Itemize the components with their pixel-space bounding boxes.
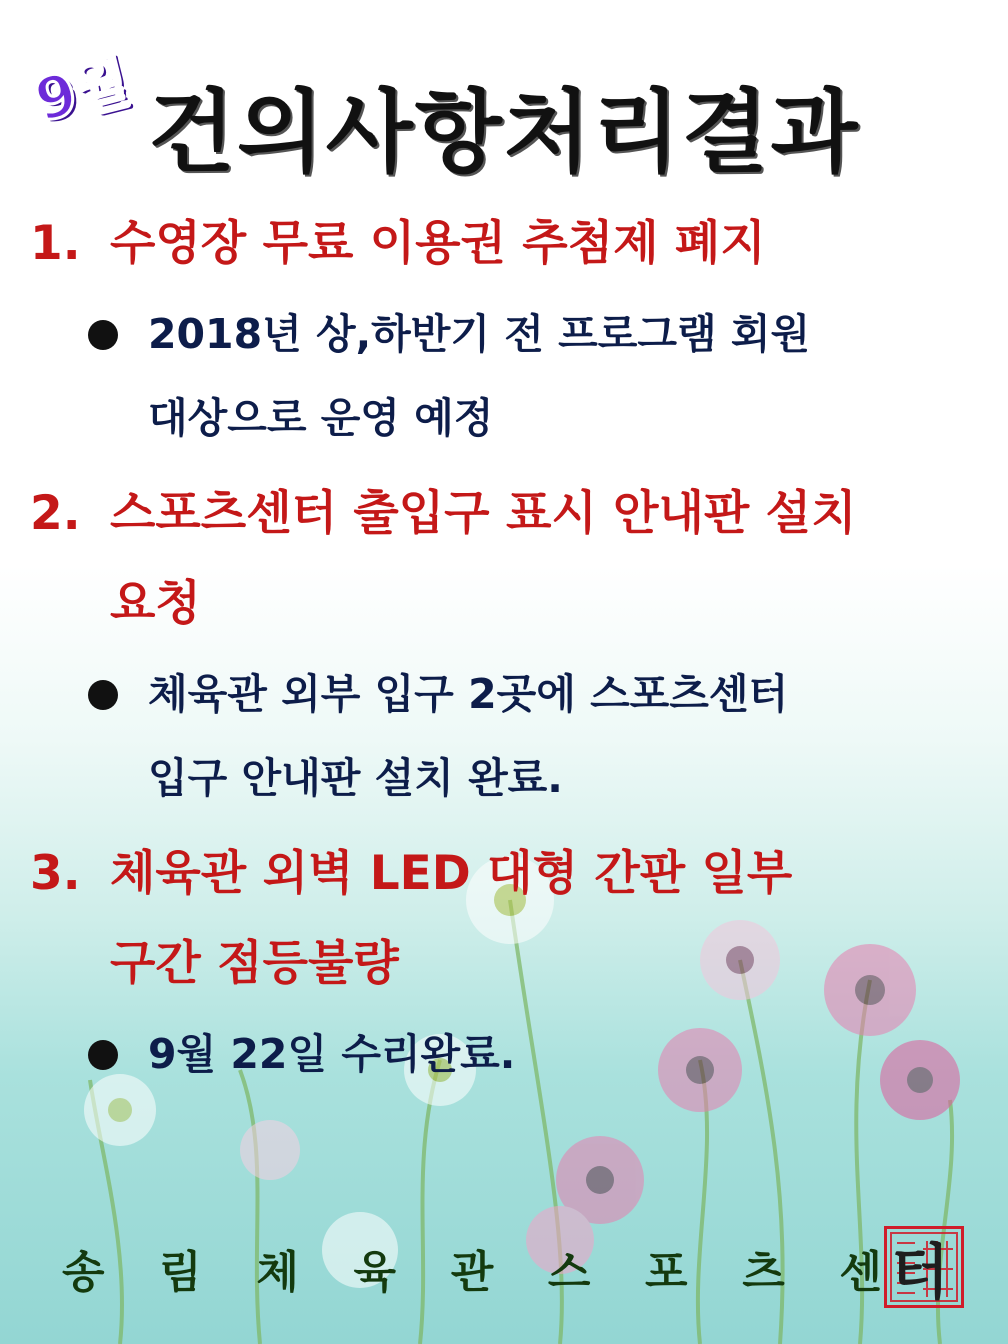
item-3-bullet-line-1: 9월 22일 수리완료. (148, 1030, 516, 1078)
item-1-bullet-line-2: 대상으로 운영 예정 (148, 394, 494, 442)
item-2-title: 스포츠센터 출입구 표시 안내판 설치 (110, 486, 857, 541)
item-2-heading (30, 470, 856, 558)
footer-char: 스 (547, 1247, 591, 1298)
footer-last-char: 터 (891, 1238, 949, 1308)
footer-char: 센 (839, 1247, 882, 1298)
footer-char: 츠 (742, 1247, 785, 1298)
item-1-number: 1. (30, 216, 81, 271)
item-2-number: 2. (30, 486, 81, 541)
month-badge: 9월 (28, 46, 135, 136)
footer-center-name (62, 1232, 882, 1304)
item-2-bullet-line-1: 체육관 외부 입구 2곳에 스포츠센터 (148, 670, 789, 718)
item-2-title-line-2: 요청 (110, 576, 201, 631)
item-1-title: 수영장 무료 이용권 추첨제 폐지 (110, 216, 766, 271)
footer-char: 송 (62, 1247, 105, 1298)
item-3-title-line-2: 구간 점등불량 (110, 936, 399, 991)
page-title: 건의사항처리결과 (148, 80, 860, 185)
footer-char: 관 (450, 1247, 494, 1298)
item-3-heading (30, 830, 792, 918)
bullet-dot (88, 320, 118, 350)
footer-char: 체 (256, 1247, 299, 1298)
bullet-dot (88, 1040, 118, 1070)
bullet-dot (88, 680, 118, 710)
footer-char: 육 (353, 1247, 397, 1298)
item-2-bullet-line-2: 입구 안내판 설치 완료. (148, 754, 563, 802)
item-3-number: 3. (30, 846, 81, 901)
item-1-bullet-line-1: 2018년 상,하반기 전 프로그램 회원 (148, 310, 811, 358)
item-3-title: 체육관 외벽 LED 대형 간판 일부 (110, 846, 793, 901)
footer-char: 포 (645, 1247, 688, 1298)
official-seal (884, 1226, 964, 1308)
footer-char: 림 (159, 1247, 202, 1298)
item-1-heading (30, 200, 766, 288)
